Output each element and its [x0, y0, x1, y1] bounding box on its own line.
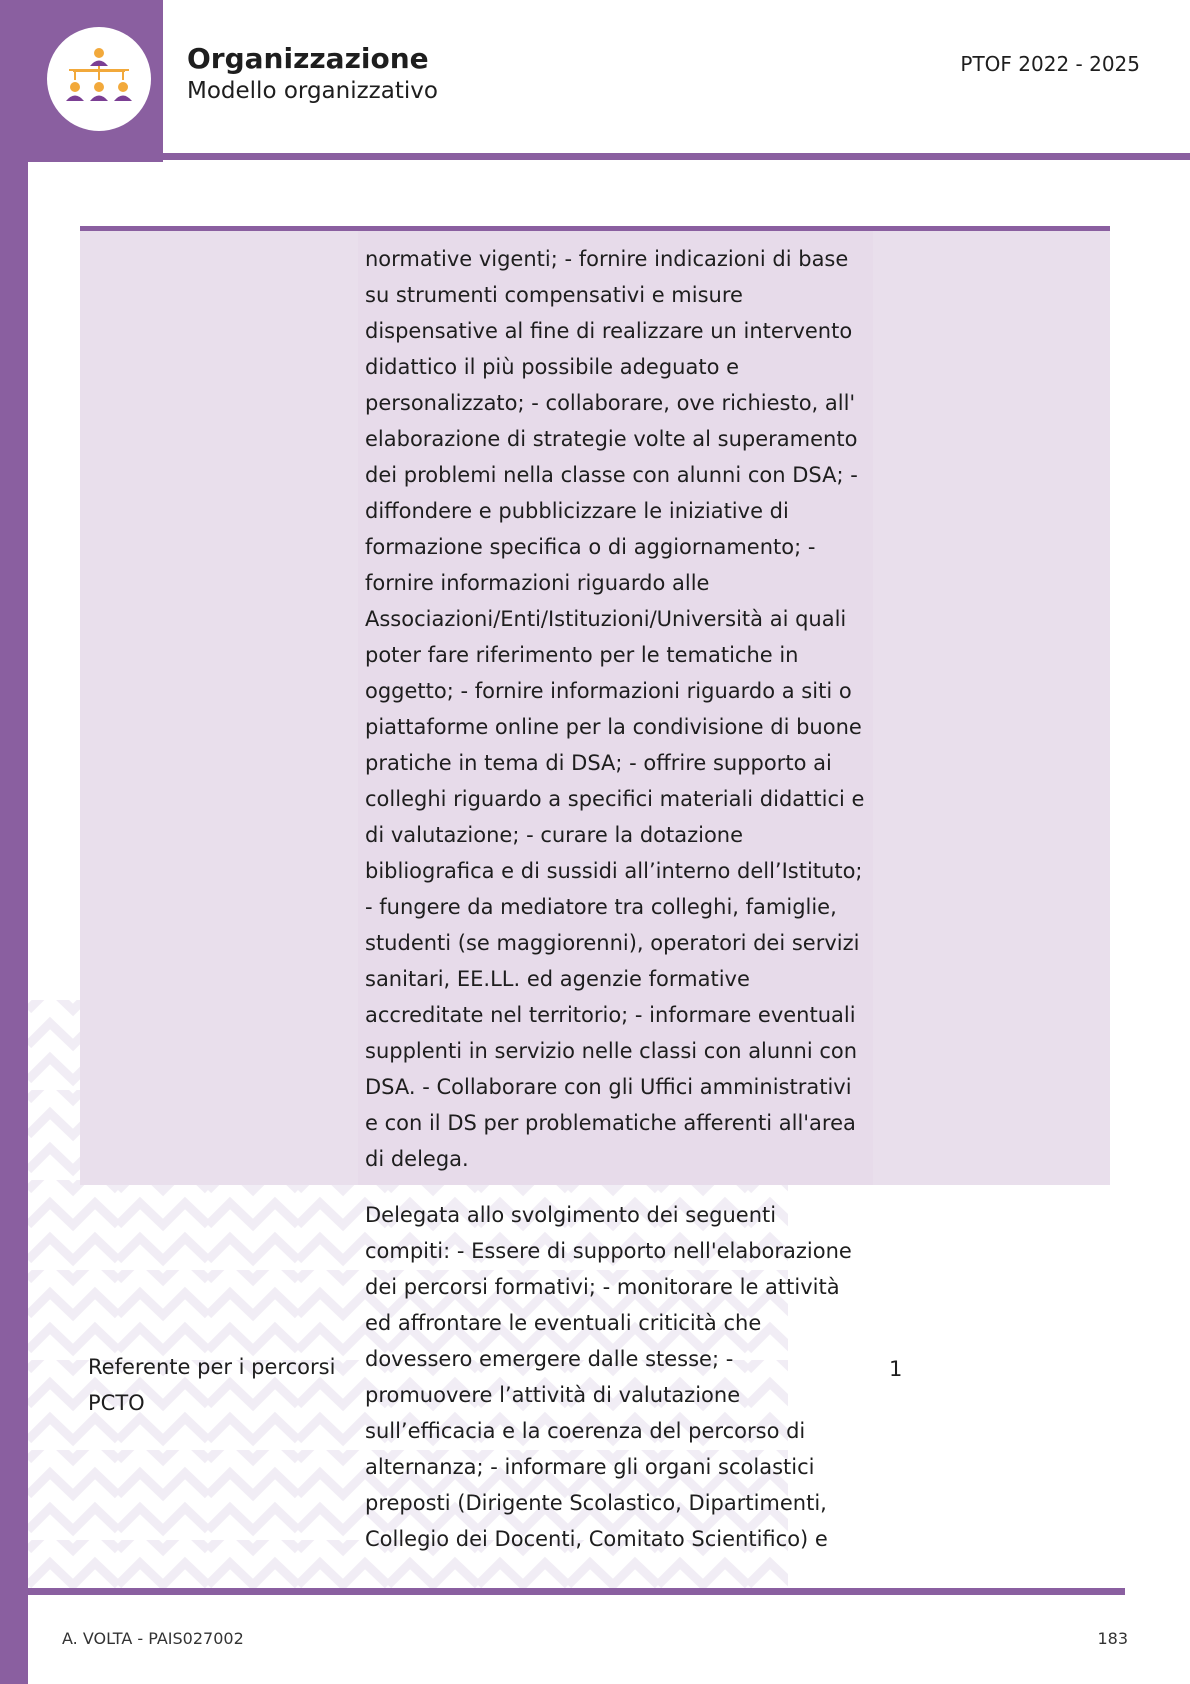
table-row [80, 1185, 1110, 1565]
org-chart-icon [65, 45, 133, 113]
description-cell: normative vigenti; - fornire indicazioni di base su strumenti compensativi e misure dispensative al fine di realizzare un intervento didattico il più possibile adeguato e personalizzato; - collaborare, ove richiesto, all' elaborazione di strategie volte al superamento dei problemi nella classe con alunni con DSA; - diffondere e pubblicizzare le iniziative di formazione specifica o di aggiornamento; - fornire informazioni riguardo alle Associazioni/Enti/Istituzioni/Università ai quali poter fare riferimento per le tematiche in oggetto; - fornire informazioni riguardo a siti o piattaforme online per la condivisione di buone pratiche in tema di DSA; - offrire supporto ai colleghi riguardo a specifici materiali didattici e di valutazione; - curare la dotazione bibliografica e di sussidi all’interno dell’Istituto; - fungere da mediatore tra colleghi, famiglie, studenti (se maggiorenni), operatori dei servizi sanitari, EE.LL. ed agenzie formative accreditate nel territorio; - informare eventuali supplenti in servizio nelle classi con alunni con DSA. - Collaborare con gli Uffici amministrativi e con il DS per problematiche afferenti all'area di delega. [358, 231, 873, 1185]
header-rule [163, 153, 1190, 160]
logo-circle [47, 27, 151, 131]
page-number: 183 [1097, 1629, 1128, 1648]
document-label: PTOF 2022 - 2025 [960, 52, 1140, 76]
description-cell: Delegata allo svolgimento dei seguenti compiti: - Essere di supporto nell'elaborazione dei percorsi formativi; - monitorare le attività ed affrontare le eventuali criticità che dovessero emergere dalle stesse; - promuovere l’attività di valutazione sull’efficacia e la coerenza del percorso di alternanza; - informare gli organi scolastici preposti (Dirigente Scolastico, Dipartimenti, Collegio dei Docenti, Comitato Scientifico) e [365, 1203, 852, 1551]
header-logo-block [0, 0, 163, 162]
table-row [80, 231, 1110, 1185]
left-purple-band [0, 0, 28, 1684]
footer-rule [28, 1588, 1125, 1595]
role-cell [80, 231, 358, 1185]
page-subtitle: Modello organizzativo [187, 78, 438, 104]
count-cell: 1 [889, 1357, 903, 1381]
page-title: Organizzazione [187, 42, 429, 75]
footer-school: A. VOLTA - PAIS027002 [62, 1629, 244, 1648]
count-cell [873, 231, 1110, 1185]
role-cell: Referente per i percorsi PCTO [88, 1355, 336, 1415]
organization-table [80, 226, 1110, 1565]
